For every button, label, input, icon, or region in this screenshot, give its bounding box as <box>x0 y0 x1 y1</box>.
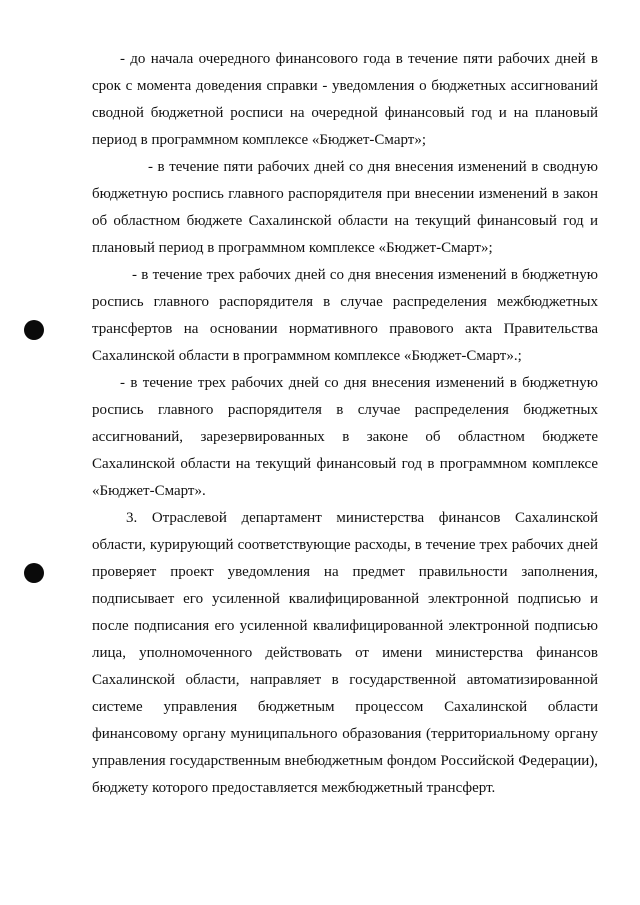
punch-hole-mark <box>24 563 44 583</box>
document-body <box>92 46 598 802</box>
paragraph: - до начала очередного финансового года в течение пяти рабочих дней в срок с момента доведения справки - уведомления о бюджетных ассигнований сводной бюджетной росписи на очередной финансовый год и на плановый период в программном комплексе «Бюджет-Смарт»; <box>92 51 598 148</box>
punch-hole-mark <box>24 320 44 340</box>
paragraph: - в течение трех рабочих дней со дня внесения изменений в бюджетную роспись главного распорядителя в случае распределения межбюджетных трансфертов на основании нормативного правового акта Правительства Сахалинской области в программном комплексе «Бюджет-Смарт».; <box>92 267 598 364</box>
paragraph: - в течение пяти рабочих дней со дня внесения изменений в сводную бюджетную роспись главного распорядителя при внесении изменений в закон об областном бюджете Сахалинской области на текущий финансовый год и плановый период в программном комплексе «Бюджет-Смарт»; <box>92 159 598 256</box>
paragraph: - в течение трех рабочих дней со дня внесения изменений в бюджетную роспись главного распорядителя в случае распределения бюджетных ассигнований, зарезервированных в законе об областном бюджете Сахалинской области на текущий финансовый год в программном комплексе «Бюджет-Смарт». <box>92 375 598 499</box>
numbered-paragraph: 3. Отраслевой департамент министерства финансов Сахалинской области, курирующий соответствующие расходы, в течение трех рабочих дней проверяет проект уведомления на предмет правильности заполнения, подписывает его усиленной квалифицированной электронной подписью и после подписания его усиленной квалифицированной электронной подписью лица, уполномоченного действовать от имени министерства финансов Сахалинской области, направляет в государственной автоматизированной системе управления бюджетным процессом Сахалинской области финансовому органу муниципального образования (территориальному органу управления государственным внебюджетным фондом Российской Федерации), бюджету которого предоставляется межбюджетный трансферт. <box>92 510 598 796</box>
